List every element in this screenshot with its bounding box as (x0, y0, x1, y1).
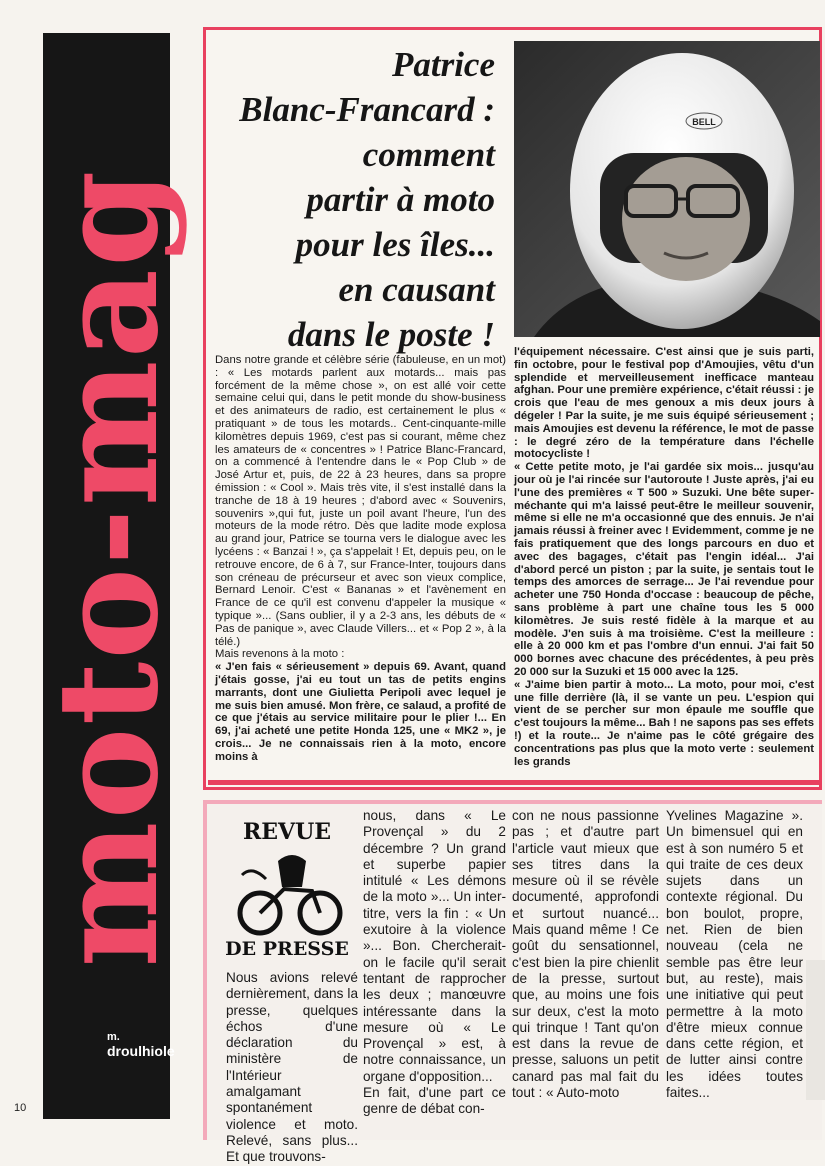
review-column-3: con ne nous passionne pas ; et d'autre part l'article vaut mieux que ses titres dans la mesure où il se révèle documenté, approfondi et surtout nuancé... Mais quand même ! Ce goût du sensationnel, c'est bien la pire chienlit de la presse, surtout que, au moins une fois sur deux, c'est la moto qui trinque ! Tant qu'on est dans la revue de presse, saluons un petit canard pas mal fait du tout : « Auto-moto (512, 808, 659, 1101)
revue-de-presse-logo (222, 815, 352, 965)
masthead-sidebar (26, 33, 189, 1119)
portrait-photo (514, 41, 820, 337)
masthead-title: moto-mag (26, 168, 189, 968)
review-column-2: nous, dans « Le Provençal » du 2 décembre ? Un grand et superbe papier intitulé « Les démons de la moto »... Un inter-titre, vers la fin : « Un exutoire à la violence »... Bon. Chercherait-on le facile qu'il serait tentant de rapprocher les deux ; manœuvre intéressante dans la mesure où « Le Provençal » est, à notre connaissance, un organe d'opposition... En fait, d'une part ce genre de débat con- (363, 808, 506, 1117)
article-column-1: Dans notre grande et célèbre série (fabuleuse, en un mot) : « Les motards parlent aux motards... mais pas forcément de la même chose », on est allé voir cette semaine celui qui, dans le petit monde du show-business et des animateurs de radio, est certainement le plus « pratiquant » de tous les motards.. Cent-cinquante-mille kilomètres depuis 1969, c'est pas si courant, même chez les amateurs de « concentres » ! Patrice Blanc-Francard, on a commencé à l'entendre dans le « Pop Club » de José Artur et, puis, de 22 à 23 heures, dans sa propre émission : « Cool ». Mais très vite, il s'est installé dans la tranche de 18 à 19 heures ; d'abord avec « Souvenirs, souvenirs »,qui fut, juste un poil avant l'heure, l'un des moteurs de la mode rétro. Dès que ladite mode explosa au grand jour, Patrice se tourna vers le dialogue avec les lycéens : « Banzai ! », ça s'appelait ! Et, depuis peu, on le retrouve encore, de 6 à 7, sur France-Inter, toujours dans son créneau de précurseur et avec son vieux complice, Bernard Lenoir. C'est « Bananas » et l'avènement en France de ce qu'il est convenu d'appeler la musique « typique »... (Sans oublier, il y a 2-3 ans, les débuts de « Pas de panique », avec Claude Villers... et « Pop 2 », à la télé.) Mais revenons à la moto : « J'en fais « sérieusement » depuis 69. Avant, quand j'étais gosse, j'ai eu tout un tas de petits engins marrants, dont une Giulietta Peripoli avec lequel je me suis bien amusé. Mon frère, ce salaud, a profité de ce que j'étais au service militaire pour le plier !... En 69, j'ai acheté une petite Honda 125, une « MK2 », je crois... Je ne connaissais rien à la moto, encore moins à (215, 354, 506, 763)
helmet-brand-label: BELL (692, 117, 716, 127)
page-number: 10 (14, 1102, 27, 1114)
article-column-2: l'équipement nécessaire. C'est ainsi que je suis parti, fin octobre, pour le festival pop d'Amoujies, vêtu d'un splendide et merveilleusement inefficace manteau afghan. Pour une première expérience, c'était réussi : je crois que l'eau de mes genoux a mis deux jours à dégeler ! Par la suite, je me suis équipé sérieusement ; mais Amoujies est devenu la référence, le mot de passe : le degré zéro de la température dans l'échelle motocycliste ! « Cette petite moto, je l'ai gardée six mois... jusqu'au jour où je l'ai rincée sur l'autoroute ! Juste après, j'ai eu l'une des premières « T 500 » Suzuki. Une bête super-méchante qui m'a laissé peut-être le meilleur souvenir, même si elle ne m'a occasionné que des ennuis. Je n'ai jamais réussi à freiner avec ! Evidemment, comme je ne fais pratiquement que des longs parcours en duo et avec des bagages, c'était pas l'engin idéal... J'ai d'abord percé un piston ; par la suite, je sentais tout le temps des amorces de serrage... Je l'ai revendue pour acheter une 750 Honda d'occase : beaucoup de pêche, sans problème à part une chaîne tous les 5 000 kilomètres. Je suis resté fidèle à la marque et au modèle. J'en suis à ma troisième. C'est la meilleure : elle à 20 000 km et pas l'ombre d'un ennui. J'ai fait 50 000 bornes avec chacune des précédentes, à peu près 20 000 sur la Suzuki et 15 000 avec la 125. « J'aime bien partir à moto... La moto, pour moi, c'est une fille derrière (là, il se vante un peu. L'espion qui vient de se percher sur mon épaule me souffle que c'est toujours la même... Bah ! ne sapons pas ses effets !) et la route... Je n'aime pas le côté grégaire des concentrations pas plus que la moto verte : seulement les grands (514, 346, 814, 768)
divider-rule (208, 780, 819, 785)
svg-text:DE PRESSE: DE PRESSE (225, 938, 349, 960)
clipping-edge (806, 960, 825, 1100)
headline: Patrice Blanc-Francard : comment partir à moto pour les îles... en causant dans le poste ! (239, 45, 495, 354)
author-credit: m. droulhiole (107, 1031, 175, 1059)
svg-text:REVUE: REVUE (242, 819, 332, 845)
review-column-1: Nous avions relevé dernièrement, dans la presse, quelques échos d'une déclaration du ministère de l'Intérieur amalgamant spontanément violence et moto. Relevé, sans plus... Et que trouvons- (226, 970, 358, 1165)
review-column-4: Yvelines Magazine ». Un bimensuel qui en est à son numéro 5 et qui traite de ces deux sujets dans un contexte régional. Du bon boulot, propre, net. Rien de bien nouveau (cela ne semble pas être leur but, au reste), mais une initiative qui peut permettre à la moto d'être mieux connue dans cette région, et de lutter ainsi contre les idées toutes faites... (666, 808, 803, 1101)
